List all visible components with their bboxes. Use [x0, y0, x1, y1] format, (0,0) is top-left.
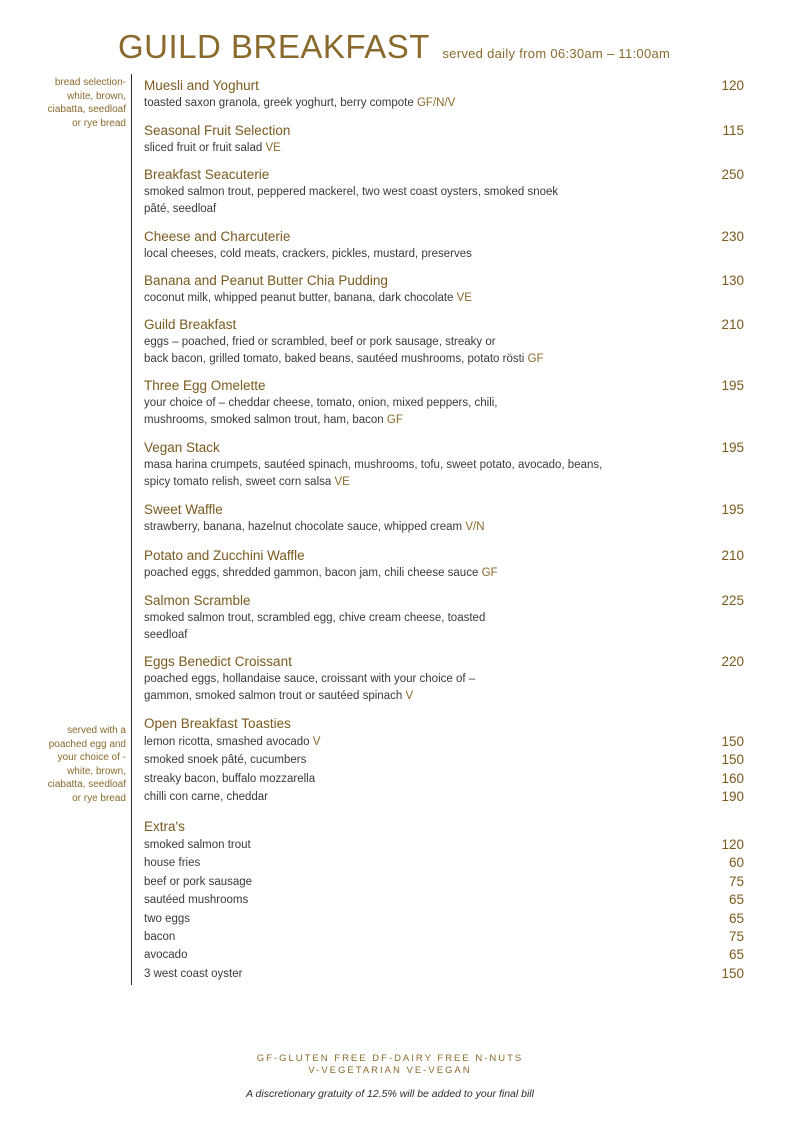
menu-item-price: 210: [721, 317, 744, 332]
toasties-serving-note: served with a poached egg and your choice of - white, brown, ciabatta, seedloaf or rye bread: [47, 725, 126, 804]
menu-item-description: smoked salmon trout, scrambled egg, chive cream cheese, toasted seedloaf: [144, 612, 486, 641]
menu-item-description: sliced fruit or fruit salad VE: [144, 142, 281, 154]
menu-item-price: 250: [721, 167, 744, 182]
menu-item: [144, 439, 748, 491]
menu-item-price: 195: [721, 378, 744, 393]
extra-description: avocado: [144, 949, 188, 962]
extra-row: [144, 873, 748, 891]
toastie-row: [144, 788, 748, 806]
dietary-legend: [0, 1053, 780, 1077]
extra-price: 150: [721, 965, 744, 981]
menu-item: [144, 272, 748, 307]
dietary-tag: V/N: [465, 521, 485, 533]
menu-item: [144, 77, 748, 112]
gratuity-note: A discretionary gratuity of 12.5% will be added to your final bill: [246, 1088, 534, 1100]
extra-description: smoked salmon trout: [144, 839, 251, 851]
extra-row: [144, 910, 748, 928]
menu-item-description: smoked salmon trout, peppered mackerel, two west coast oysters, smoked snoek pâté, seedloaf: [144, 186, 559, 215]
menu-item-description: poached eggs, shredded gammon, bacon jam, chili cheese sauce GF: [144, 567, 498, 579]
toastie-price: 150: [721, 752, 744, 768]
menu-item-name: Cheese and Charcuterie: [144, 229, 291, 244]
extra-description: house fries: [144, 857, 201, 870]
extra-row: [144, 946, 748, 964]
dietary-tag: GF: [386, 414, 403, 426]
vertical-divider: [131, 74, 132, 985]
menu-item-name: Breakfast Seacuterie: [144, 167, 270, 182]
menu-item-description: masa harina crumpets, sautéed spinach, mushrooms, tofu, sweet potato, avocado, beans, spicy tomato relish, sweet corn salsa VE: [144, 459, 603, 488]
menu-item-price: 130: [721, 273, 744, 288]
menu-item: [144, 653, 748, 705]
menu-item-name: Sweet Waffle: [144, 502, 223, 517]
extra-description: sautéed mushrooms: [144, 894, 249, 907]
menu-item-name: Banana and Peanut Butter Chia Pudding: [144, 273, 388, 288]
menu-item-price: 225: [721, 593, 744, 608]
toastie-description: smoked snoek pâté, cucumbers: [144, 754, 307, 767]
menu-item-description: eggs – poached, fried or scrambled, beef or pork sausage, streaky or back bacon, grilled tomato, baked beans, sautéed mushrooms, potato rösti GF: [144, 336, 544, 365]
menu-item-name: Eggs Benedict Croissant: [144, 654, 292, 669]
menu-item-name: Muesli and Yoghurt: [144, 78, 259, 93]
menu-item-name: Seasonal Fruit Selection: [144, 123, 291, 138]
menu-subtitle: served daily from 06:30am – 11:00am: [442, 46, 671, 61]
extra-row: [144, 891, 748, 909]
extra-price: 120: [721, 837, 744, 852]
dietary-tag: V: [405, 690, 414, 702]
menu-item-description: local cheeses, cold meats, crackers, pickles, mustard, preserves: [144, 248, 472, 260]
dietary-tag: GF/N/V: [416, 97, 456, 109]
toastie-description: chilli con carne, cheddar: [144, 791, 269, 804]
menu-item-price: 195: [721, 502, 744, 517]
bread-selection-note: bread selection- white, brown, ciabatta, seedloaf or rye bread: [47, 77, 126, 129]
extra-price: 60: [728, 855, 744, 871]
extra-description: 3 west coast oyster: [144, 967, 243, 980]
extra-price: 75: [728, 873, 744, 889]
extra-price: 65: [728, 892, 744, 908]
extra-price: 65: [728, 910, 744, 926]
toastie-row: [144, 770, 748, 788]
menu-item-description: toasted saxon granola, greek yoghurt, berry compote GF/N/V: [144, 97, 456, 109]
dietary-tag: VE: [456, 292, 472, 304]
legend-line-1: GF-GLUTEN FREE DF-DAIRY FREE N-NUTS: [256, 1053, 524, 1064]
toasties-section: [144, 715, 748, 807]
menu-item: [144, 501, 748, 536]
menu-item-price: 120: [721, 78, 744, 93]
menu-item: [144, 316, 748, 368]
dietary-tag: GF: [527, 353, 544, 365]
dietary-tag: GF: [481, 567, 498, 579]
toastie-price: 150: [721, 734, 744, 749]
menu-title: GUILD BREAKFAST: [118, 28, 430, 65]
menu-item-name: Salmon Scramble: [144, 593, 251, 608]
legend-line-2: V-VEGETARIAN VE-VEGAN: [308, 1065, 472, 1076]
dietary-tag: VE: [265, 142, 281, 154]
menu-item-description: poached eggs, hollandaise sauce, croissant with your choice of – gammon, smoked salmon trout or sautéed spinach V: [144, 673, 476, 702]
menu-item: [144, 122, 748, 157]
toastie-price: 190: [721, 789, 744, 805]
toastie-row: [144, 733, 748, 751]
extra-price: 75: [728, 929, 744, 945]
menu-header: [118, 28, 670, 66]
dietary-tag: VE: [334, 476, 350, 488]
toasties-title: Open Breakfast Toasties: [144, 716, 291, 731]
menu-item: [144, 592, 748, 644]
dietary-tag: V: [312, 736, 321, 748]
extra-row: [144, 836, 748, 854]
menu-item-description: coconut milk, whipped peanut butter, banana, dark chocolate VE: [144, 292, 472, 304]
menu-item-description: strawberry, banana, hazelnut chocolate sauce, whipped cream V/N: [144, 521, 485, 533]
menu-item-name: Three Egg Omelette: [144, 378, 266, 393]
menu-item-price: 210: [721, 548, 744, 563]
extra-description: two eggs: [144, 912, 191, 925]
extra-row: [144, 928, 748, 946]
toastie-price: 160: [721, 770, 744, 786]
extras-section: [144, 818, 748, 983]
menu-item-price: 115: [722, 123, 744, 138]
extra-description: bacon: [144, 931, 176, 944]
toastie-description: streaky bacon, buffalo mozzarella: [144, 772, 316, 785]
menu-item-price: 195: [721, 440, 744, 455]
menu-item: [144, 166, 748, 218]
menu-item: [144, 377, 748, 429]
menu-item-price: 220: [721, 654, 744, 669]
menu-item-price: 230: [721, 229, 744, 244]
menu-item: [144, 547, 748, 582]
toastie-row: [144, 751, 748, 769]
extra-row: [144, 854, 748, 872]
toastie-description: lemon ricotta, smashed avocado: [144, 736, 310, 748]
extra-price: 65: [728, 947, 744, 963]
extras-title: Extra's: [144, 819, 185, 834]
menu-item-description: your choice of – cheddar cheese, tomato, onion, mixed peppers, chili, mushrooms, smoked salmon trout, ham, bacon GF: [144, 397, 498, 426]
menu-item-name: Vegan Stack: [144, 440, 220, 455]
menu-item-name: Potato and Zucchini Waffle: [144, 548, 305, 563]
extra-description: beef or pork sausage: [144, 875, 253, 888]
menu-item-name: Guild Breakfast: [144, 317, 237, 332]
extra-row: [144, 965, 748, 983]
menu-item: [144, 228, 748, 263]
